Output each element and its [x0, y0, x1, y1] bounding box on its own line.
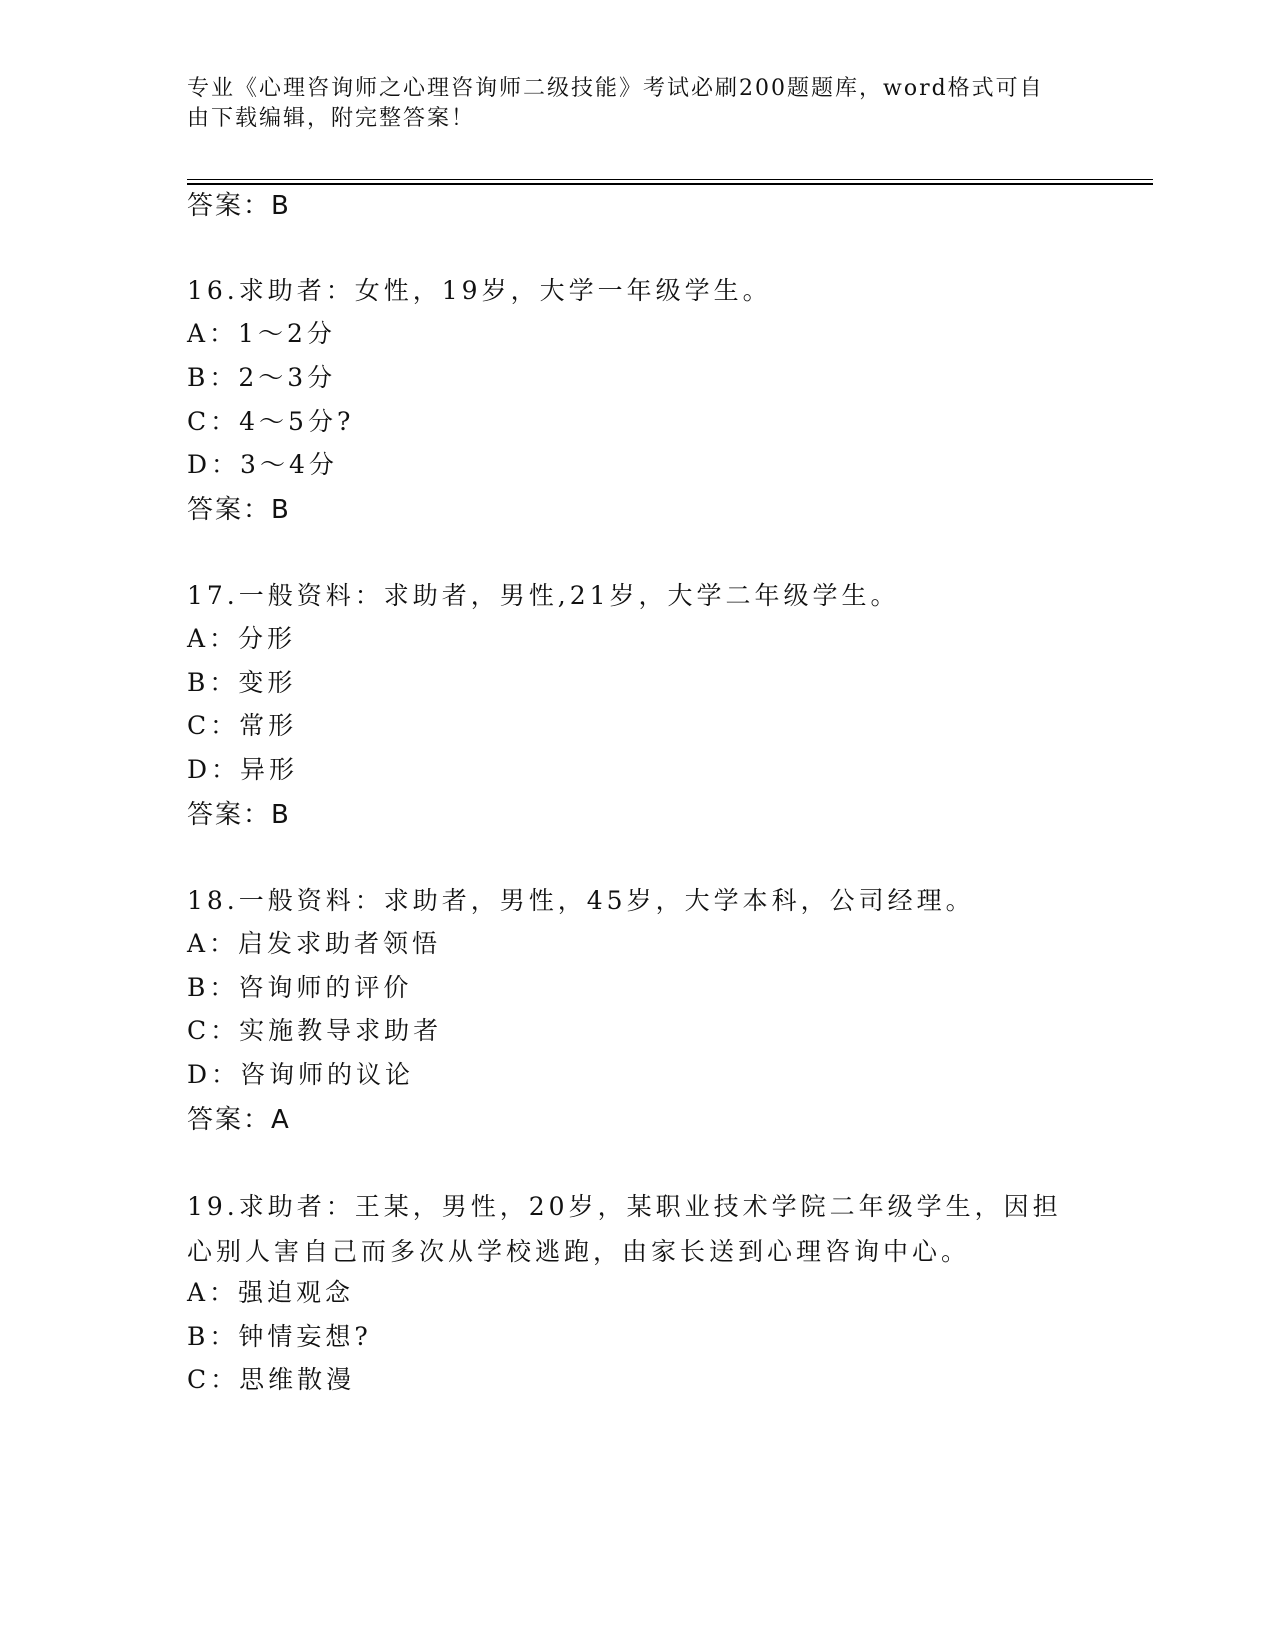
option-c: C：实施教导求助者	[187, 1016, 443, 1045]
answer-line: 答案：B	[187, 495, 291, 525]
option-b: B：变形	[187, 668, 297, 697]
question-stem: 18.一般资料：求助者，男性，45岁，大学本科，公司经理。	[187, 886, 975, 915]
answer-line: 答案：A	[187, 1105, 291, 1135]
answer-line: 答案：B	[187, 191, 291, 221]
option-b: B：钟情妄想?	[187, 1322, 372, 1351]
header-rule-thick	[187, 183, 1153, 185]
option-c: C：常形	[187, 711, 298, 740]
option-b: B：咨询师的评价	[187, 973, 413, 1002]
question-stem: 19.求助者：王某，男性，20岁，某职业技术学院二年级学生，因担心别人害自己而多次从学校逃跑，由家长送到心理咨询中心。	[187, 1192, 1062, 1266]
header-rule-thin	[187, 179, 1153, 180]
option-a: A：分形	[187, 624, 297, 653]
option-d: D：咨询师的议论	[187, 1060, 415, 1089]
option-a: A：强迫观念	[187, 1278, 355, 1307]
option-c: C：4～5分?	[187, 407, 355, 436]
option-b: B：2～3分	[187, 363, 337, 392]
answer-line: 答案：B	[187, 800, 291, 830]
option-a: A：启发求助者领悟	[187, 929, 442, 958]
option-a: A：1～2分	[187, 319, 336, 348]
question-stem: 17.一般资料：求助者，男性,21岁，大学二年级学生。	[187, 581, 900, 610]
option-d: D：异形	[187, 755, 299, 784]
option-d: D：3～4分	[187, 450, 338, 479]
option-c: C：思维散漫	[187, 1365, 356, 1394]
document-header: 专业《心理咨询师之心理咨询师二级技能》考试必刷200题题库，word格式可自由下载编辑，附完整答案！	[187, 76, 1044, 131]
question-stem: 16.求助者：女性，19岁，大学一年级学生。	[187, 276, 772, 305]
